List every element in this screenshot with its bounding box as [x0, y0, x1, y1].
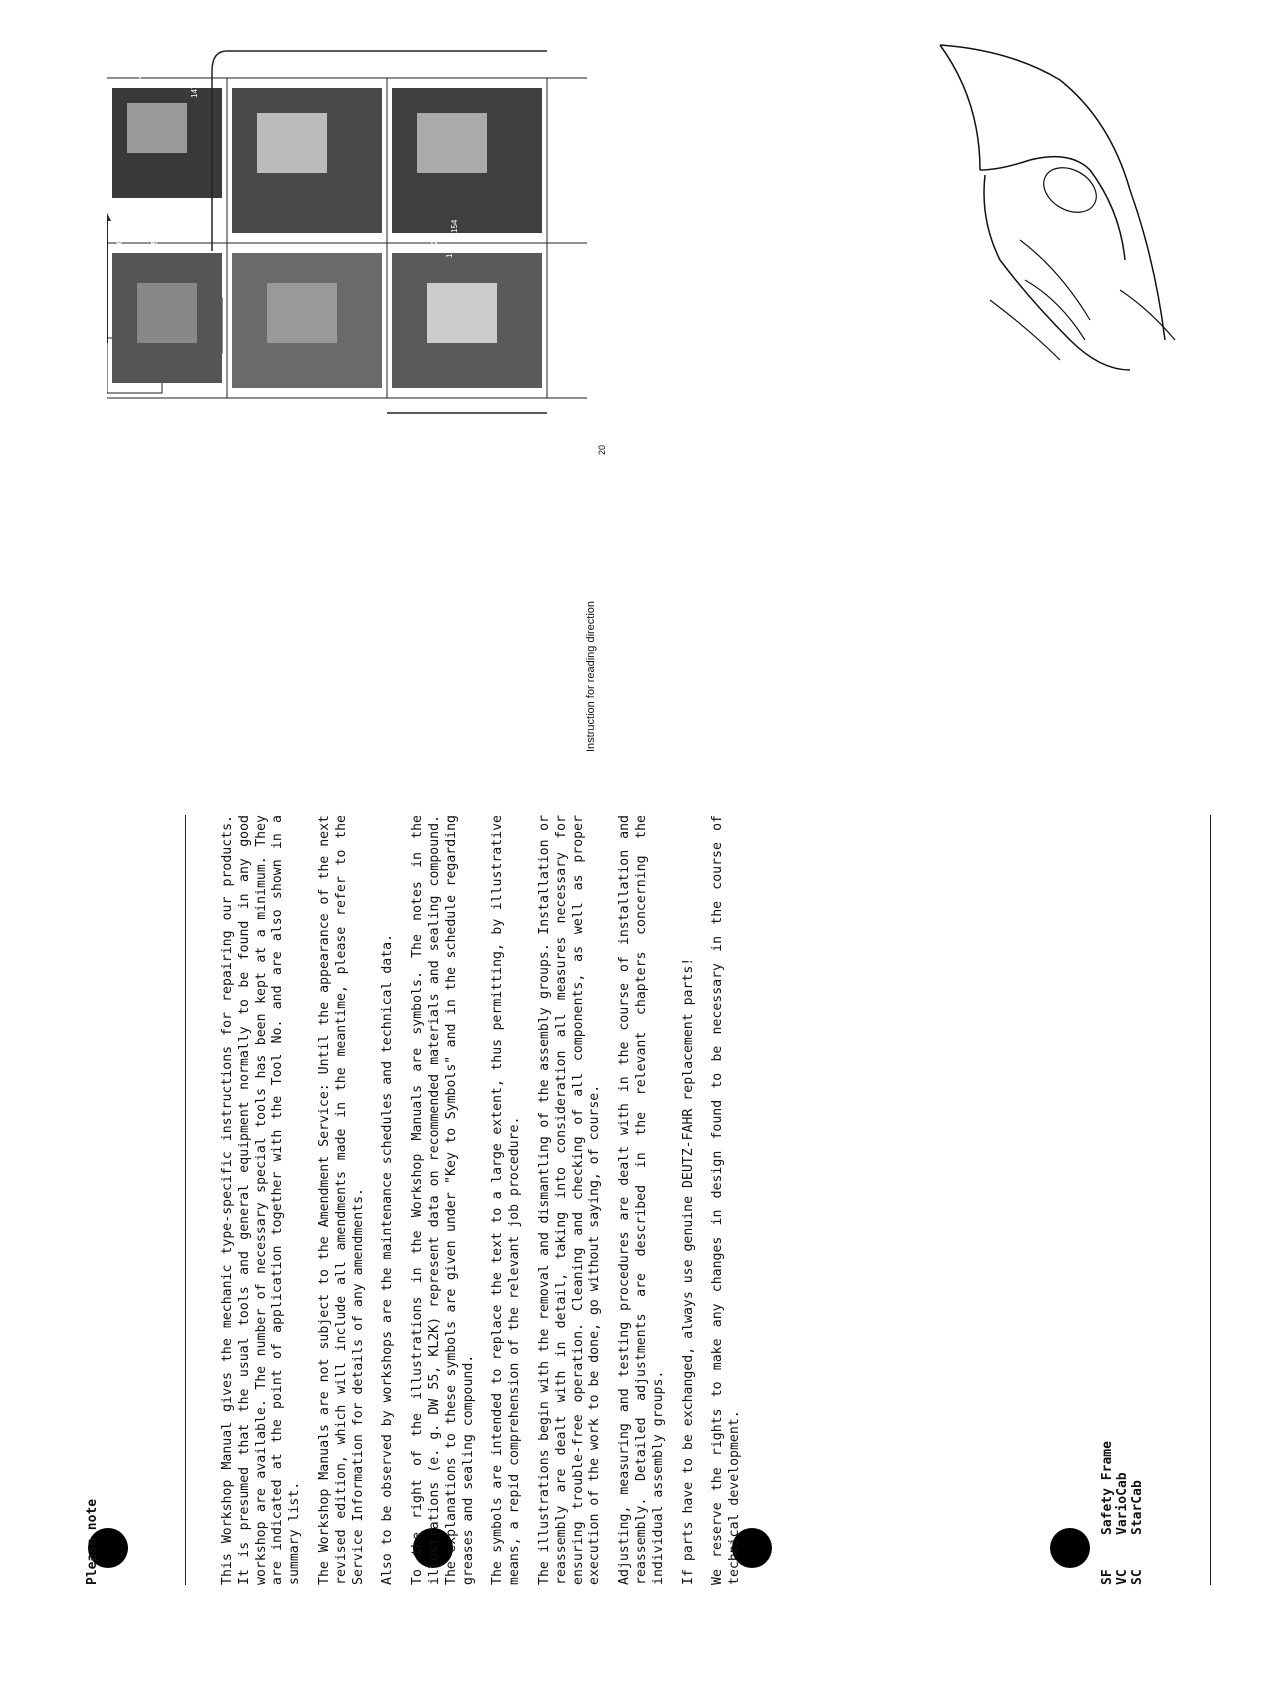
figure-callout: 152	[430, 239, 439, 253]
paragraph-illustrations: The illustrations begin with the removal and dismantling of the assembly groups. Installation or reassembly are dealt with in detail, taking into consideration all measures necessary for ensuring trouble-free operation. Cleaning and checking of all components, as well as proper execution of the work to be done, go without saying, of course.	[536, 815, 603, 1585]
paragraph-symbols-purpose: The symbols are intended to replace the text to a large extent, thus permitting, by illustrative means, a repid comprehension of the relevant job procedure.	[490, 815, 523, 1585]
abbreviation-key: SC	[1130, 1569, 1145, 1585]
figure-callout: 154	[450, 219, 459, 233]
figure-page-number: 20	[597, 444, 607, 455]
body-text	[220, 815, 757, 1585]
paragraph-amendments: The Workshop Manuals are not subject to the Amendment Service: Until the appearance of the next revised edition, which will include all amendments made in the meantime, please refer to the Service Information for details of any amendments.	[316, 815, 366, 1585]
bottom-divider	[1210, 815, 1211, 1585]
figure-callout: 147	[190, 84, 199, 98]
figure-callout: 148	[135, 69, 144, 83]
paragraph-adjusting: Adjusting, measuring and testing procedures are dealt with in the course of installation and reassembly. Detailed adjustments are described in the relevant chapters concerning the individual assembly groups.	[617, 815, 666, 1585]
paragraph-intro: This Workshop Manual gives the mechanic type-specific instructions for repairing our products. It is presumed that the usual tools and general equipment normally to be found in any good workshop are available. The number of necessary special tools has been kept at a minimum. They are indicated at the point of application together with the Tool No. and are also shown in a summary list.	[220, 815, 303, 1585]
paragraph-rights: We reserve the rights to make any changes in design found to be necessary in the course of technical development.	[710, 815, 743, 1585]
reading-direction-heading: Instruction for reading direction	[585, 600, 597, 752]
abbreviation-key: SF	[1100, 1569, 1115, 1585]
figure-callout: 153	[445, 244, 454, 258]
hand-turning-page-illustration	[920, 40, 1190, 380]
abbreviation-value: VarioCab	[1115, 1472, 1130, 1535]
abbreviation-list	[1100, 1441, 1145, 1585]
sample-page-illustration	[107, 43, 587, 443]
punch-hole	[1050, 1528, 1090, 1568]
figure-callout: 146	[115, 239, 124, 253]
abbreviation-item	[1100, 1441, 1115, 1585]
abbreviation-key: VC	[1115, 1569, 1130, 1585]
rotated-text-page	[55, 815, 1145, 1585]
paragraph-symbols: To the right of the illustrations in the Workshop Manuals are symbols. The notes in the illustrations (e. g. DW 55, KL2K) represent data on recommended materials and sealing compound. The explanations to these symbols are given under "Key to Symbols" and in the schedule regarding greases and sealing compound.	[410, 815, 476, 1585]
paragraph-maintenance: Also to be observed by workshops are the maintenance schedules and technical data.	[380, 933, 396, 1585]
top-divider	[185, 815, 186, 1585]
paragraph-parts: If parts have to be exchanged, always use genuine DEUTZ-FAHR replacement parts!	[680, 957, 696, 1585]
abbreviation-item	[1130, 1441, 1145, 1585]
abbreviation-value: StarCab	[1130, 1480, 1145, 1535]
page-title: Please note	[85, 1498, 100, 1585]
figure-callout: 145	[150, 239, 159, 253]
abbreviation-item	[1115, 1441, 1130, 1585]
abbreviation-value: Safety Frame	[1100, 1441, 1115, 1535]
